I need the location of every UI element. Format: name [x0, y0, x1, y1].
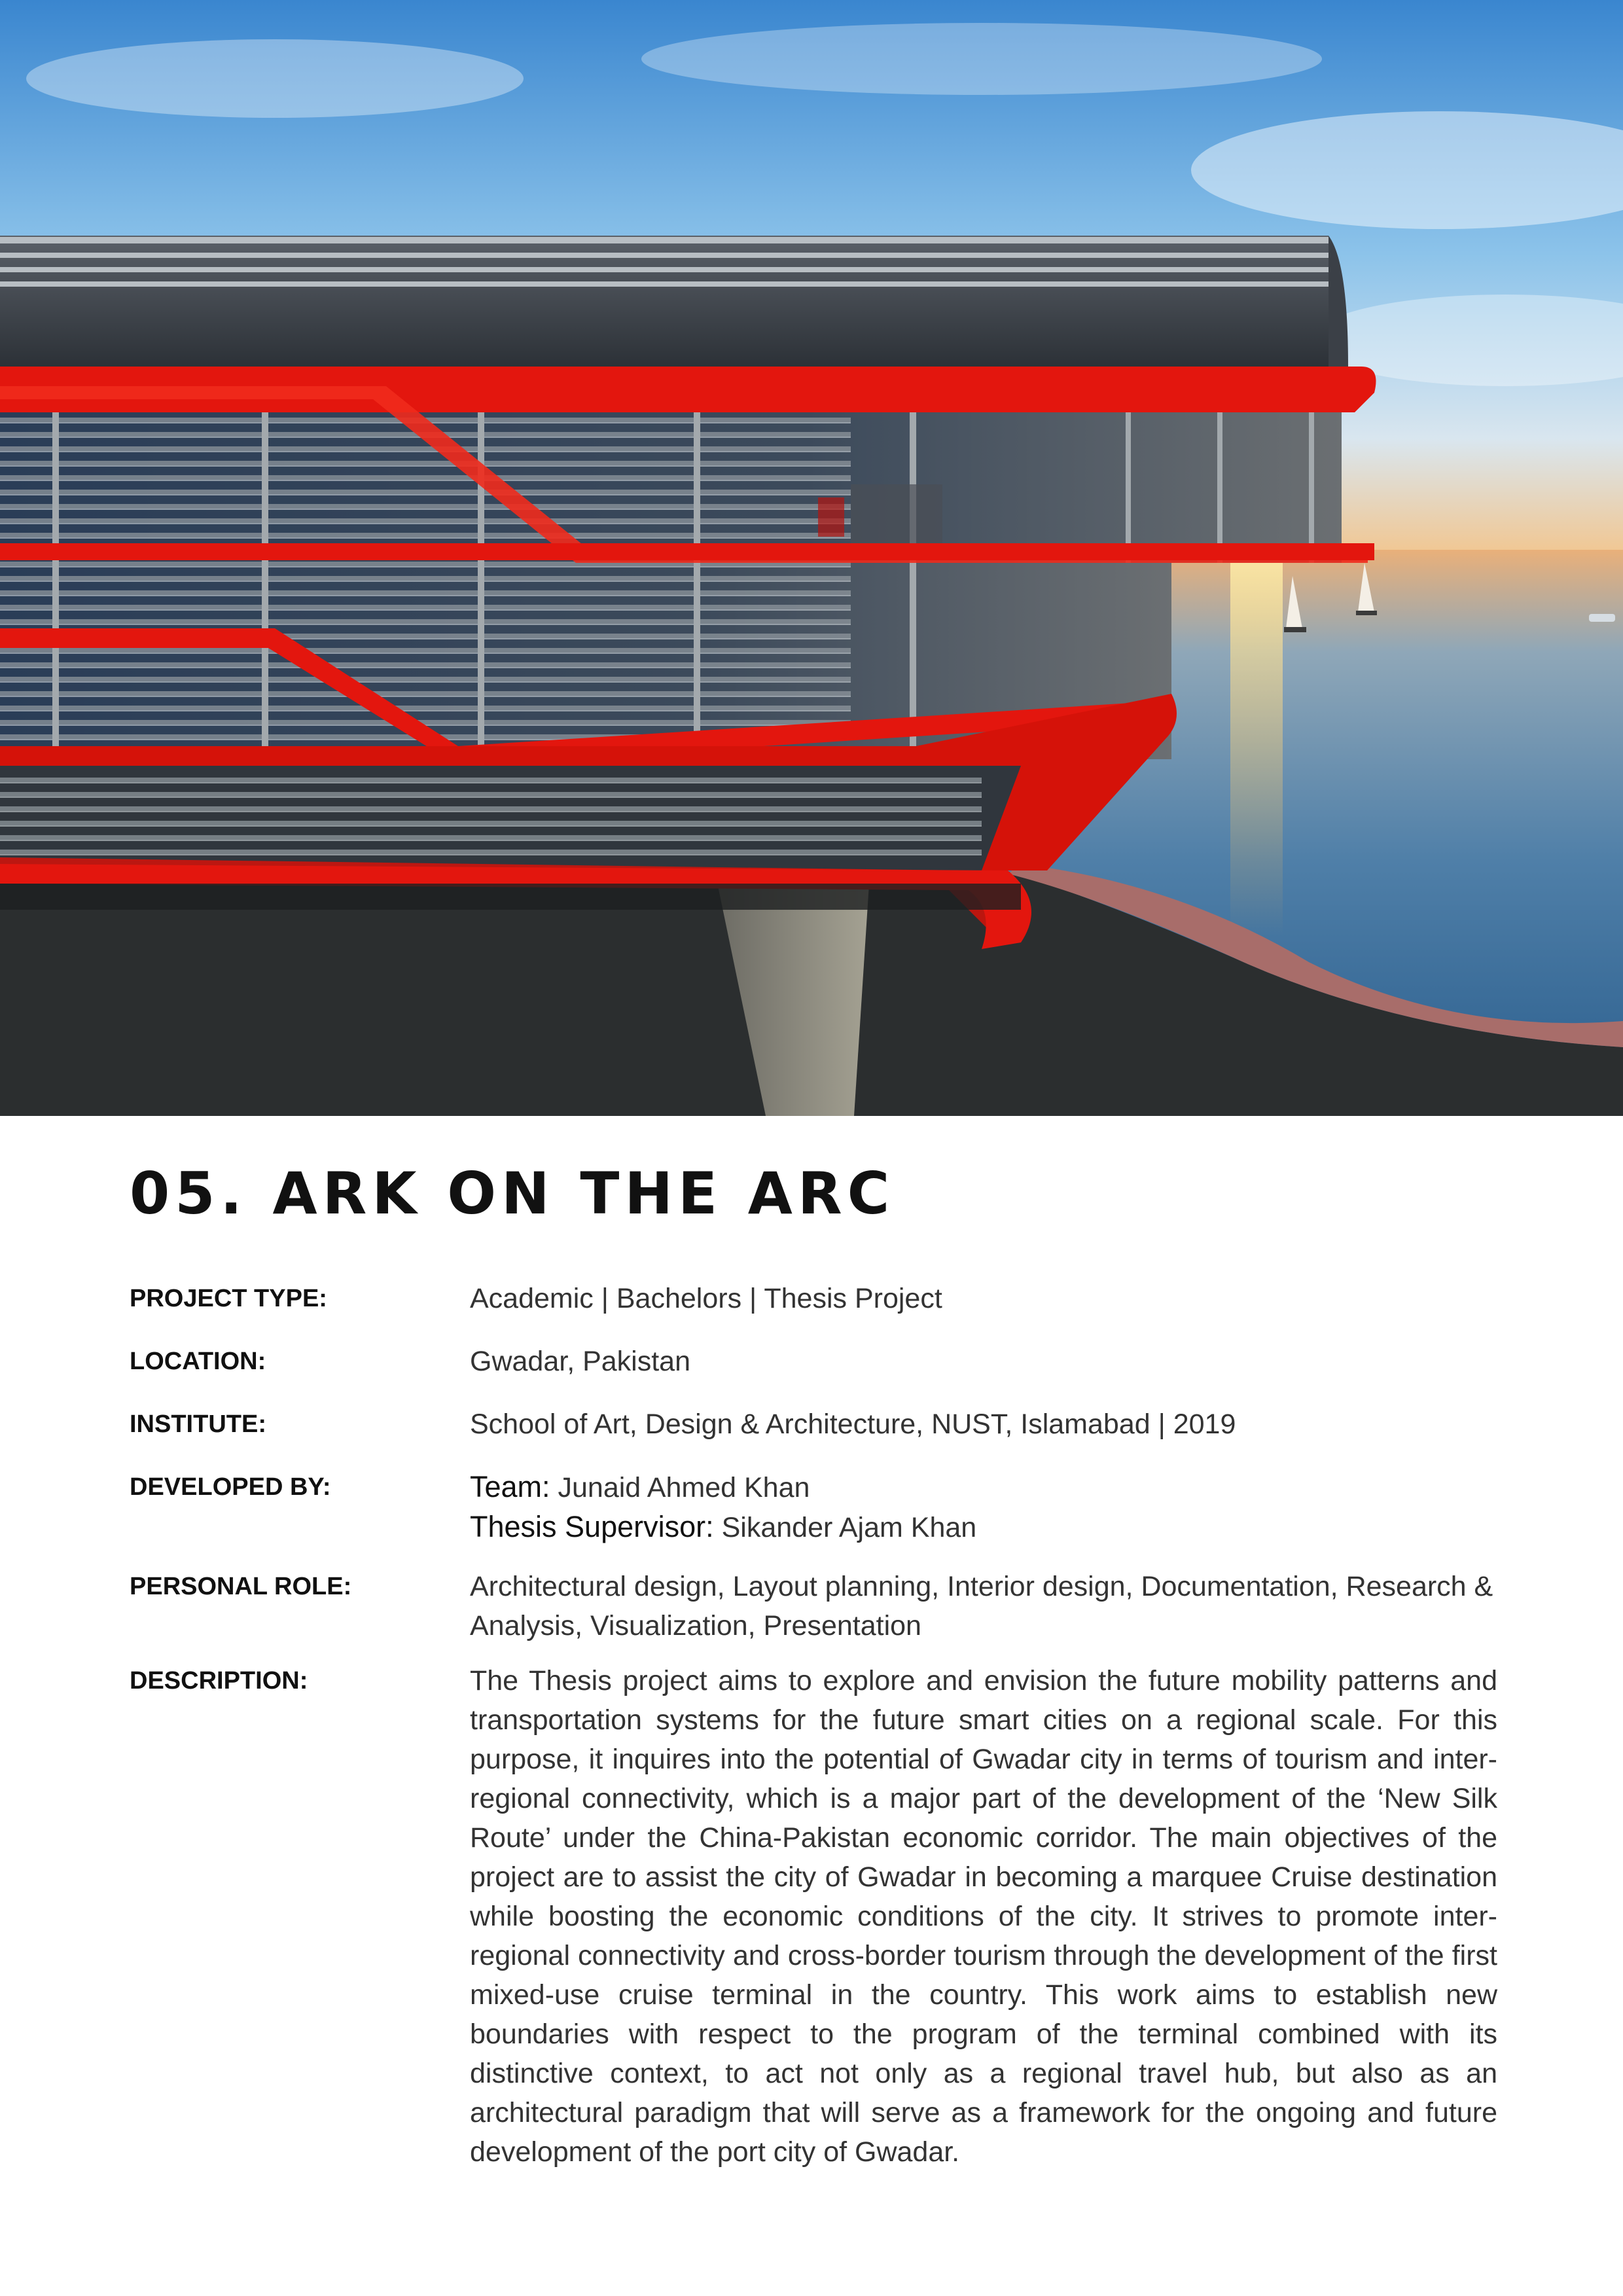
supervisor-label: Thesis Supervisor: [470, 1510, 714, 1543]
description-label: DESCRIPTION: [130, 1667, 308, 1695]
team-line [470, 1467, 1497, 1507]
personal-role-label: PERSONAL ROLE: [130, 1573, 352, 1600]
project-title: 05. ARK ON THE ARC [130, 1160, 895, 1227]
architectural-rendering-illustration [0, 0, 1623, 1116]
hero-image [0, 0, 1623, 1116]
description-text: The Thesis project aims to explore and envision the future mobility patterns and transportation systems for the future smart cities on a regional scale. For this purpose, it inquires into the potential of Gwadar city in terms of tourism and inter-regional connectivity, which is a major part of the development of the ‘New Silk Route’ under the China-Pakistan economic corridor. The main objectives of the project are to assist the city of Gwadar in becoming a marquee Cruise destination while boosting the economic conditions of the city. It strives to promote inter-regional connectivity and cross-border tourism through the development of the first mixed-use cruise terminal in the country. This work aims to establish new boundaries with respect to the program of the terminal combined with its distinctive context, to act not only as a regional travel hub, but also as an architectural paradigm that will serve as a framework for the ongoing and future development of the port city of Gwadar. [470, 1665, 1497, 2168]
personal-role-value: Architectural design, Layout planning, Interior design, Documentation, Research & Analysis, Visualization, Presentation [470, 1571, 1493, 1641]
project-type-value: Academic | Bachelors | Thesis Project [470, 1283, 942, 1314]
institute-label: INSTITUTE: [130, 1410, 266, 1438]
location-value: Gwadar, Pakistan [470, 1346, 691, 1377]
supervisor-value: Sikander Ajam Khan [721, 1512, 977, 1543]
location-label: LOCATION: [130, 1348, 266, 1375]
team-value: Junaid Ahmed Khan [558, 1472, 810, 1503]
developed-by-value [470, 1467, 1497, 1547]
project-type-label: PROJECT TYPE: [130, 1285, 327, 1312]
team-label: Team: [470, 1470, 550, 1503]
institute-value: School of Art, Design & Architecture, NUST, Islamabad | 2019 [470, 1408, 1236, 1440]
supervisor-line [470, 1507, 1497, 1547]
developed-by-label: DEVELOPED BY: [130, 1473, 331, 1501]
